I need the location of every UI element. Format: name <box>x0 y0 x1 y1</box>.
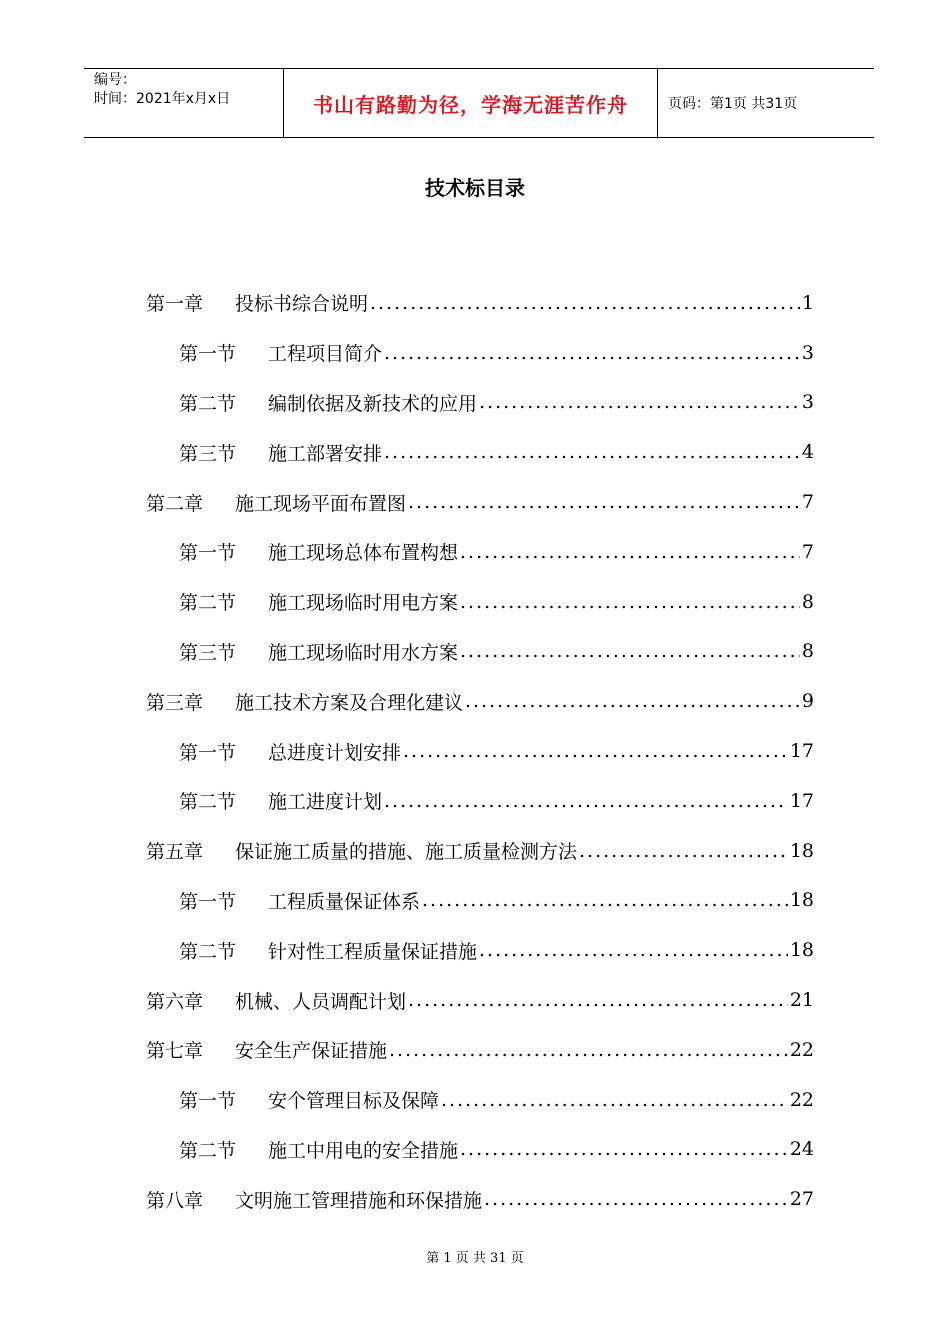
toc-leader-dots <box>384 441 800 463</box>
toc-entry-page: 17 <box>789 789 814 812</box>
header-meta <box>84 69 284 137</box>
toc-section-entry[interactable] <box>146 726 814 776</box>
toc-leader-dots <box>479 391 800 413</box>
toc-entry-title: 编制依据及新技术的应用 <box>268 392 478 415</box>
toc-entry-title: 安全生产保证措施 <box>235 1040 388 1063</box>
toc-section-entry[interactable] <box>146 527 814 577</box>
toc-entry-number: 第一节 <box>179 1090 237 1113</box>
toc-chapter-entry[interactable] <box>146 1174 814 1224</box>
toc-entry-page: 27 <box>789 1188 814 1211</box>
toc-leader-dots <box>370 292 800 314</box>
toc-leader-dots <box>579 840 788 862</box>
toc-entry-page: 22 <box>789 1088 814 1111</box>
toc-entry-number: 第八章 <box>146 1189 204 1212</box>
toc-entry-page: 24 <box>789 1138 814 1161</box>
page-header <box>84 68 874 138</box>
toc-entry-number: 第一节 <box>179 542 237 565</box>
toc-entry-page: 8 <box>801 590 814 613</box>
toc-leader-dots <box>403 740 788 762</box>
table-of-contents <box>146 278 814 1224</box>
toc-entry-page: 18 <box>789 889 814 912</box>
toc-entry-number: 第三节 <box>179 641 237 664</box>
toc-entry-page: 9 <box>801 690 814 713</box>
toc-entry-number: 第二节 <box>179 1139 237 1162</box>
toc-section-entry[interactable] <box>146 378 814 428</box>
toc-entry-title: 工程项目简介 <box>268 343 383 366</box>
toc-section-entry[interactable] <box>146 1075 814 1125</box>
toc-entry-title: 施工进度计划 <box>268 791 383 814</box>
toc-entry-title: 施工部署安排 <box>268 442 383 465</box>
toc-entry-title: 施工现场临时用电方案 <box>268 592 459 615</box>
toc-entry-number: 第六章 <box>146 990 204 1013</box>
toc-entry-number: 第三节 <box>179 442 237 465</box>
toc-entry-title: 针对性工程质量保证措施 <box>268 940 478 963</box>
toc-entry-title: 施工现场临时用水方案 <box>268 641 459 664</box>
toc-entry-page: 3 <box>801 391 814 414</box>
toc-leader-dots <box>460 591 800 613</box>
toc-entry-number: 第二节 <box>179 791 237 814</box>
toc-chapter-entry[interactable] <box>146 826 814 876</box>
toc-chapter-entry[interactable] <box>146 975 814 1025</box>
header-page-label: 页码：第1页 共31页 <box>668 96 798 112</box>
toc-leader-dots <box>460 1138 788 1160</box>
toc-entry-page: 8 <box>801 640 814 663</box>
toc-entry-title: 总进度计划安排 <box>268 741 402 764</box>
toc-entry-title: 施工技术方案及合理化建议 <box>235 691 464 714</box>
toc-chapter-entry[interactable] <box>146 477 814 527</box>
toc-entry-number: 第二节 <box>179 940 237 963</box>
toc-entry-page: 17 <box>789 740 814 763</box>
toc-entry-title: 保证施工质量的措施、施工质量检测方法 <box>235 841 578 864</box>
toc-entry-number: 第三章 <box>146 691 204 714</box>
toc-entry-page: 3 <box>801 341 814 364</box>
toc-entry-number: 第一节 <box>179 741 237 764</box>
toc-leader-dots <box>441 1089 788 1111</box>
toc-section-entry[interactable] <box>146 876 814 926</box>
toc-leader-dots <box>479 939 788 961</box>
page-footer: 第 1 页 共 31 页 <box>426 1251 524 1266</box>
toc-entry-page: 21 <box>789 989 814 1012</box>
toc-leader-dots <box>484 1188 788 1210</box>
toc-leader-dots <box>408 989 788 1011</box>
toc-leader-dots <box>465 690 800 712</box>
document-title: 技术标目录 <box>425 176 525 200</box>
toc-entry-page: 22 <box>789 1038 814 1061</box>
toc-entry-number: 第二节 <box>179 392 237 415</box>
toc-section-entry[interactable] <box>146 776 814 826</box>
toc-section-entry[interactable] <box>146 925 814 975</box>
toc-entry-number: 第一章 <box>146 293 204 316</box>
toc-chapter-entry[interactable] <box>146 1025 814 1075</box>
toc-entry-number: 第七章 <box>146 1040 204 1063</box>
toc-entry-number: 第五章 <box>146 841 204 864</box>
toc-leader-dots <box>460 541 800 563</box>
toc-entry-page: 7 <box>801 540 814 563</box>
toc-entry-number: 第二节 <box>179 592 237 615</box>
toc-entry-number: 第一节 <box>179 343 237 366</box>
toc-entry-page: 1 <box>801 291 814 314</box>
toc-entry-title: 施工现场平面布置图 <box>235 492 407 515</box>
toc-chapter-entry[interactable] <box>146 278 814 328</box>
toc-entry-page: 4 <box>801 441 814 464</box>
toc-leader-dots <box>408 491 800 513</box>
toc-section-entry[interactable] <box>146 328 814 378</box>
toc-entry-title: 施工现场总体布置构想 <box>268 542 459 565</box>
toc-entry-page: 18 <box>789 939 814 962</box>
toc-leader-dots <box>384 790 788 812</box>
toc-section-entry[interactable] <box>146 627 814 677</box>
toc-section-entry[interactable] <box>146 427 814 477</box>
code-label: 编号： <box>94 72 136 88</box>
toc-leader-dots <box>384 342 800 364</box>
toc-entry-title: 投标书综合说明 <box>235 293 369 316</box>
toc-entry-title: 安个管理目标及保障 <box>268 1090 440 1113</box>
toc-entry-title: 机械、人员调配计划 <box>235 990 407 1013</box>
toc-entry-page: 18 <box>789 839 814 862</box>
toc-entry-number: 第一节 <box>179 890 237 913</box>
toc-entry-title: 文明施工管理措施和环保措施 <box>235 1189 483 1212</box>
toc-chapter-entry[interactable] <box>146 676 814 726</box>
toc-leader-dots <box>422 889 788 911</box>
toc-leader-dots <box>389 1039 788 1061</box>
toc-entry-title: 施工中用电的安全措施 <box>268 1139 459 1162</box>
toc-leader-dots <box>460 640 800 662</box>
toc-entry-title: 工程质量保证体系 <box>268 890 421 913</box>
toc-entry-number: 第二章 <box>146 492 204 515</box>
date-label: 时间：2021年x月x日 <box>94 91 231 107</box>
toc-entry-page: 7 <box>801 491 814 514</box>
toc-section-entry[interactable] <box>146 1125 814 1175</box>
header-motto: 书山有路勤为径，学海无涯苦作舟 <box>284 69 658 137</box>
toc-section-entry[interactable] <box>146 577 814 627</box>
